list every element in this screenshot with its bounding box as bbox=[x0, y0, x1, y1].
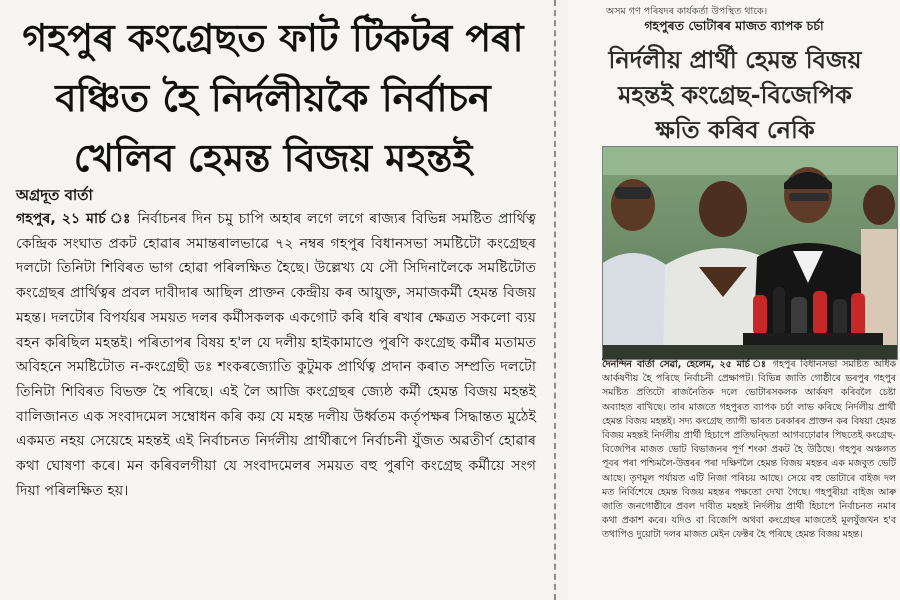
left-dateline: গহপুৰ, ২১ মাৰ্চ ঃ bbox=[16, 211, 138, 227]
right-headline bbox=[578, 42, 892, 147]
left-headline bbox=[8, 8, 538, 188]
left-headline-line-2: বঞ্চিত হৈ নিৰ্দলীয়কৈ নিৰ্বাচন bbox=[55, 75, 491, 120]
right-kicker: অসম গণ পৰিষদৰ কাৰ্যকৰ্তা উপস্থিত থাকে। bbox=[606, 6, 768, 17]
column-divider bbox=[554, 0, 556, 600]
right-headline-line-3: ক্ষতি কৰিব নেকি bbox=[655, 115, 815, 144]
right-headline-line-2: মহন্তই কংগ্ৰেছ-বিজেপিক bbox=[618, 80, 852, 109]
left-headline-line-1: গহপুৰ কংগ্ৰেছত ফাট টিকটৰ পৰা bbox=[22, 15, 524, 60]
right-body-text: গহপুৰ বিধানসভা সমষ্টিত অধিক আৰ্কষণীয় হৈ পৰিছে নিৰ্বাচনী প্ৰেক্ষাপট। বিভিন্ন জাতি গোষ্ঠীৰে ভৰপুৰ গহপুৰ সমষ্টিত প্ৰতিটো ৰাজনৈতিক দলে ভোটাৰসকলক আৰ্কষণ কৰিবলৈ চেষ্টা অব্যাহত ৰাখিছে। তাৰ মাজতে গহপুৰত ব্যাপক চৰ্চা লাভ কৰিছে নিৰ্দলীয় প্ৰাৰ্থী হেমন্ত বিজয় মহন্তই। সদ্য কংগ্ৰেছ ত্যাগী ভাৰত চৰকাৰৰ প্ৰাক্তন কৰ বিষয়া হেমন্ত বিজয় মহন্তই নিৰ্দলীয় প্ৰাৰ্থী হিচাপে প্ৰতিদ্বন্দ্বিতা আগবঢ়োৱাৰ পিছতেই কংগ্ৰেছ-বিজেপিৰ মাজত ভোট বিভাজনৰ পূৰ্ণ শংকা প্ৰকট হৈ উঠিছে। গহপুৰ অঞ্চলত পূবৰ পৰা পশ্চিমলৈ-উত্তৰৰ পৰা দক্ষিণলৈ হেমন্ত বিজয় মহন্তৰ এক মজবুত ভেটি আছে। তৃণমূল পৰ্যায়ত এটি নিজা পৰিচয় আছে। সেয়ে বহু ভোটাৰে বাইজ দল মত নিৰ্বিশেষে হেমন্ত বিজয় মহন্তৰ পক্ষতো দেখা গৈছে। গহপুৰীয়া বাইজ আৰু জাতি জনগোষ্ঠীৰে প্ৰবল দাবীত মহন্তই নিৰ্দলীয় প্ৰাৰ্থী হিচাপে নিৰ্বাচনত নমাৰ কথা প্ৰকাশ কৰে। যদিও বা বিজেপি অথবা কংগ্ৰেছৰ মাজতেই মূলযুঁজখন হ'ব তথাপিও দুয়োটা দলৰ মাজত মেইন ফেক্টৰ হৈ পৰিছে হেমন্ত বিজয় মহন্ত। bbox=[602, 359, 896, 541]
right-body bbox=[602, 358, 896, 543]
right-subhead: গহপুৰত ভোটাৰৰ মাজত ব্যাপক চৰ্চা bbox=[644, 18, 824, 33]
left-body bbox=[16, 207, 536, 503]
right-headline-line-1: নিৰ্দলীয় প্ৰাৰ্থী হেমন্ত বিজয় bbox=[608, 45, 862, 74]
right-dateline: দৈনন্দিন বাৰ্তা সেৱা, হেলেম, ২৫ মাৰ্চ ঃ bbox=[602, 359, 773, 370]
left-headline-line-3: খেলিব হেমন্ত বিজয় মহন্তই bbox=[73, 135, 473, 180]
right-article bbox=[568, 0, 900, 600]
press-conference-photo bbox=[602, 146, 898, 360]
left-body-text: নিৰ্বাচনৰ দিন চমু চাপি অহাৰ লগে লগে ৰাজ্যৰ বিভিন্ন সমষ্টিত প্ৰাৰ্থিত্ব কেন্দ্ৰিক সংঘাত প্ৰকট হোৱাৰ সমান্তৰালভাৱে ৭২ নম্বৰ গহপুৰ বিধানসভা সমষ্টিটো কংগ্ৰেছৰ দলটো তিনিটা শিবিৰত ভাগ হোৱা পৰিলক্ষিত হৈছে। উল্লেখ্য যে সৌ সিদিনালৈকে সমষ্টিটোত কংগ্ৰেছৰ প্ৰাৰ্থিত্বৰ প্ৰবল দাবীদাৰ আছিল প্ৰাক্তন কেন্দ্ৰীয় কৰ আয়ুক্ত, সমাজকৰ্মী হেমন্ত বিজয় মহন্ত। দলটোৰ বিপৰ্যয়ৰ সময়ত দলৰ কৰ্মীসকলক একগোট কৰি ধৰি ৰখাৰ ক্ষেত্ৰত সকলো ব্যয় বহন কৰিছিল মহন্তই। পৰিতাপৰ বিষয় হ'ল যে দলীয় হাইকামাণ্ডে পুৰণি কংগ্ৰেছ কৰ্মীৰ মতামত অবিহনে সমষ্টিটোত ন-কংগ্ৰেছী ডঃ শংকৰজ্যোতি কুটুমক প্ৰাৰ্থিত্ব প্ৰদান কৰাত সম্প্ৰতি দলটো তিনিটা শিবিৰত বিভক্ত হৈ পৰিছে। এই লৈ আজি কংগ্ৰেছৰ জ্যেষ্ঠ কৰ্মী হেমন্ত বিজয় মহন্তই বালিজানত এক সংবাদমেল সম্বোধন কৰি কয় যে মহন্ত দলীয় উৰ্ধ্বতম কৰ্তৃপক্ষৰ সিদ্ধান্তত মুঠেই একমত নহয় সেয়েহে মহন্তই এই নিৰ্বাচনত নিৰ্দলীয় প্ৰাৰ্থীৰূপে নিৰ্বাচনী যুঁজত অৱতীৰ্ণ হোৱাৰ কথা ঘোষণা কৰে। মন কৰিবলগীয়া যে সংবাদমেলৰ সময়ত বহু পুৰণি কংগ্ৰেছ কৰ্মীয়ে সংগ দিয়া পৰিলক্ষিত হয়। bbox=[16, 211, 536, 499]
left-byline: অগ্ৰদূত বাৰ্তা bbox=[16, 186, 93, 204]
